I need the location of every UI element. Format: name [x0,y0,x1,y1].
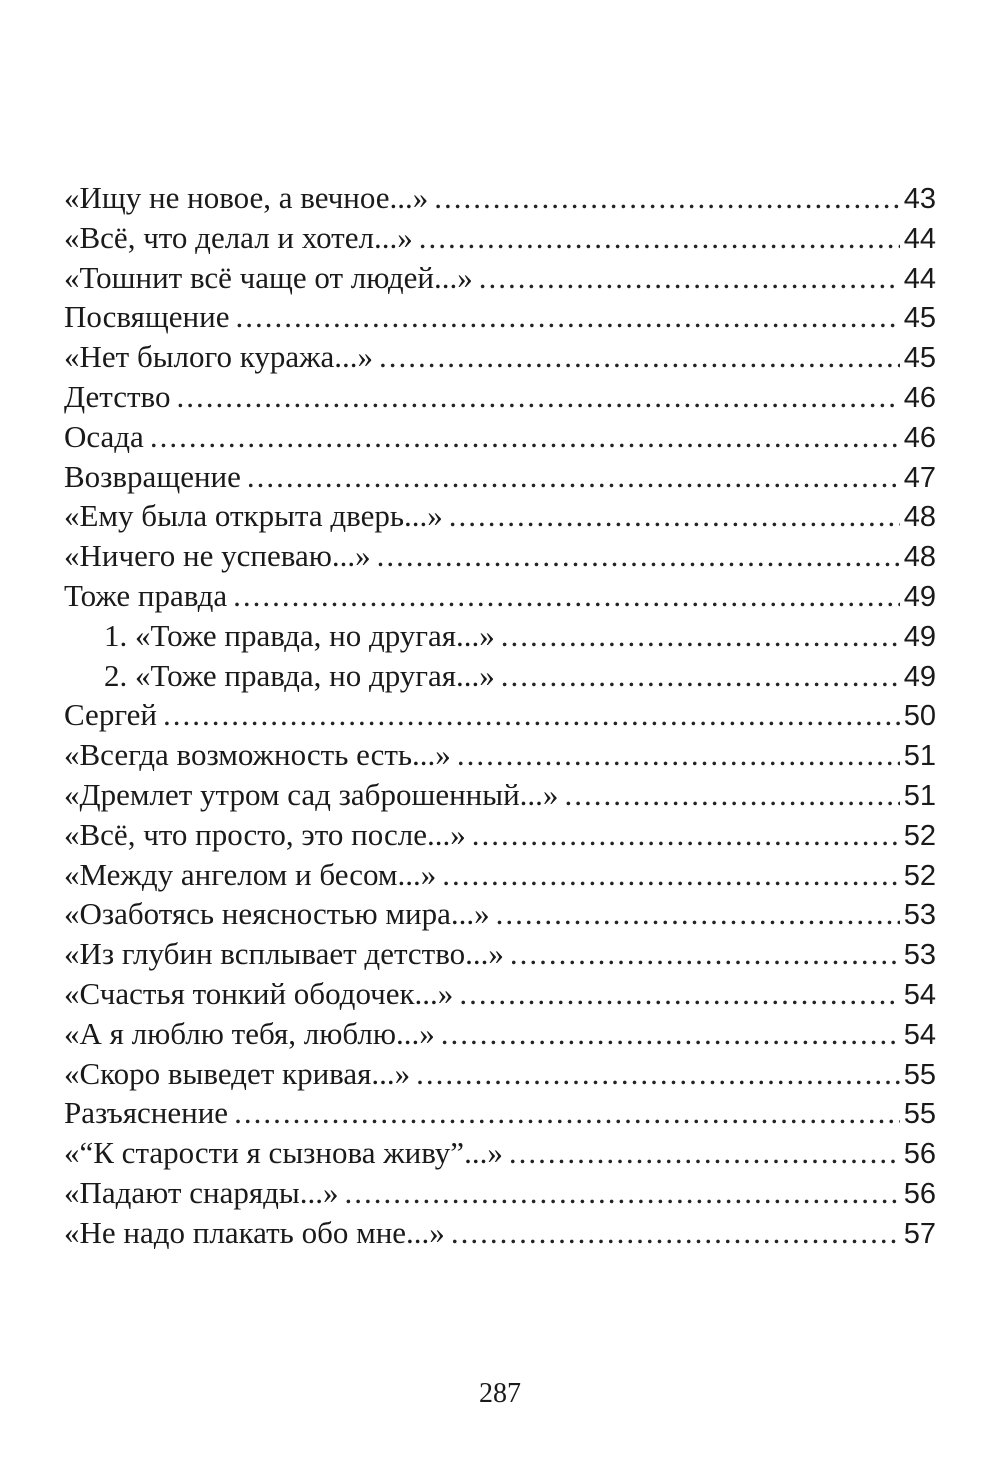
toc-entry [64,1213,936,1253]
toc-entry [64,855,936,895]
toc-entry-page: 53 [903,899,936,932]
dot-leader [377,536,900,576]
toc-entry-page: 51 [903,779,936,812]
dot-leader [234,1093,900,1133]
dot-leader [509,1133,900,1173]
toc-entry-page: 45 [903,342,936,375]
dot-leader [441,1014,900,1054]
toc-entry-title: Возвращение [64,458,241,494]
dot-leader [176,377,899,417]
toc-entry-page: 48 [903,541,936,574]
toc-entry-title: «Всё, что делал и хотел...» [64,219,413,255]
dot-leader [247,457,900,497]
toc-entry-title: 2. «Тоже правда, но другая...» [104,657,495,693]
toc-entry-title: «Всё, что просто, это после...» [64,816,466,852]
toc-entry-page: 47 [903,461,936,494]
toc-entry-page: 56 [903,1177,936,1210]
dot-leader [419,218,900,258]
toc-entry [64,258,936,298]
toc-entry-page: 52 [903,819,936,852]
dot-leader [564,775,899,815]
dot-leader [457,735,900,775]
toc-entry-title: Осада [64,418,144,454]
dot-leader [451,1213,900,1253]
toc-entry-title: «Из глубин всплывает детство...» [64,936,504,972]
dot-leader [472,815,900,855]
dot-leader [416,1054,900,1094]
toc-entry-title: Посвящение [64,299,230,335]
toc-entry-page: 44 [903,262,936,295]
dot-leader [501,656,900,696]
toc-entry [64,297,936,337]
toc-entry-page: 54 [903,1018,936,1051]
dot-leader [235,297,899,337]
toc-entry-title: «“К старости я сызнова живу”...» [64,1135,503,1171]
toc-entry-title: «Скоро выведет кривая...» [64,1055,411,1091]
dot-leader [150,417,900,457]
toc-entry-page: 46 [903,381,936,414]
toc-entry-title: «Дремлет утром сад заброшенный...» [64,776,559,812]
toc-entry-page: 48 [903,501,936,534]
toc-entry [64,934,936,974]
toc-entry-title: «Не надо плакать обо мне...» [64,1214,445,1250]
toc-subentry [64,656,936,696]
toc-entry [64,536,936,576]
toc-entry [64,377,936,417]
dot-leader [233,576,900,616]
toc-entry [64,695,936,735]
toc-entry-page: 45 [903,302,936,335]
toc-entry [64,735,936,775]
toc-entry-page: 50 [903,700,936,733]
table-of-contents [64,178,936,1253]
toc-entry [64,1133,936,1173]
toc-entry-page: 49 [903,580,936,613]
toc-entry [64,815,936,855]
dot-leader [434,178,899,218]
toc-entry [64,1173,936,1213]
toc-entry-title: «Ничего не успеваю...» [64,538,371,574]
toc-entry [64,1014,936,1054]
dot-leader [479,258,900,298]
dot-leader [442,855,899,895]
toc-entry [64,496,936,536]
toc-entry [64,457,936,497]
toc-entry-page: 43 [903,183,936,215]
toc-entry-title: «Между ангелом и бесом...» [64,856,437,892]
toc-entry [64,1054,936,1094]
toc-entry-page: 56 [903,1138,936,1171]
toc-entry-title: «Падают снаряды...» [64,1174,339,1210]
toc-entry [64,576,936,616]
toc-entry [64,178,936,218]
toc-entry-title: «Ищу не новое, а вечное...» [64,180,429,215]
dot-leader [510,934,900,974]
toc-entry [64,218,936,258]
toc-entry-page: 52 [903,859,936,892]
toc-entry-title: «Счастья тонкий ободочек...» [64,975,454,1011]
toc-entry-title: «А я люблю тебя, люблю...» [64,1015,435,1051]
toc-entry-page: 49 [903,620,936,653]
toc-entry-title: «Нет былого куража...» [64,339,374,375]
toc-entry-page: 51 [903,740,936,773]
toc-entry-page: 55 [903,1058,936,1091]
toc-entry [64,337,936,377]
toc-entry-page: 49 [903,660,936,693]
toc-entry-page: 57 [903,1217,936,1250]
toc-entry-title: «Озаботясь неясностью мира...» [64,896,490,932]
dot-leader [501,616,900,656]
toc-entry-title: 1. «Тоже правда, но другая...» [104,617,495,653]
toc-entry-page: 53 [903,939,936,972]
dot-leader [449,496,900,536]
toc-entry [64,974,936,1014]
toc-entry-page: 55 [903,1098,936,1131]
toc-entry [64,894,936,934]
dot-leader [379,337,900,377]
dot-leader [344,1173,899,1213]
toc-entry-title: «Тошнит всё чаще от людей...» [64,259,473,295]
dot-leader [496,894,900,934]
page-number: 287 [479,1378,521,1409]
toc-entry [64,775,936,815]
toc-entry-title: «Всегда возможность есть...» [64,737,451,773]
dot-leader [459,974,899,1014]
toc-entry-title: «Ему была открыта дверь...» [64,498,443,534]
toc-entry-title: Сергей [64,697,157,733]
toc-entry-page: 44 [903,222,936,255]
toc-entry-title: Разъяснение [64,1095,229,1131]
toc-entry [64,417,936,457]
toc-entry-title: Детство [64,378,171,414]
toc-entry-page: 54 [903,978,936,1011]
toc-subentry [64,616,936,656]
toc-entry-title: Тоже правда [64,577,228,613]
toc-entry-page: 46 [903,421,936,454]
dot-leader [163,695,900,735]
toc-entry [64,1093,936,1133]
